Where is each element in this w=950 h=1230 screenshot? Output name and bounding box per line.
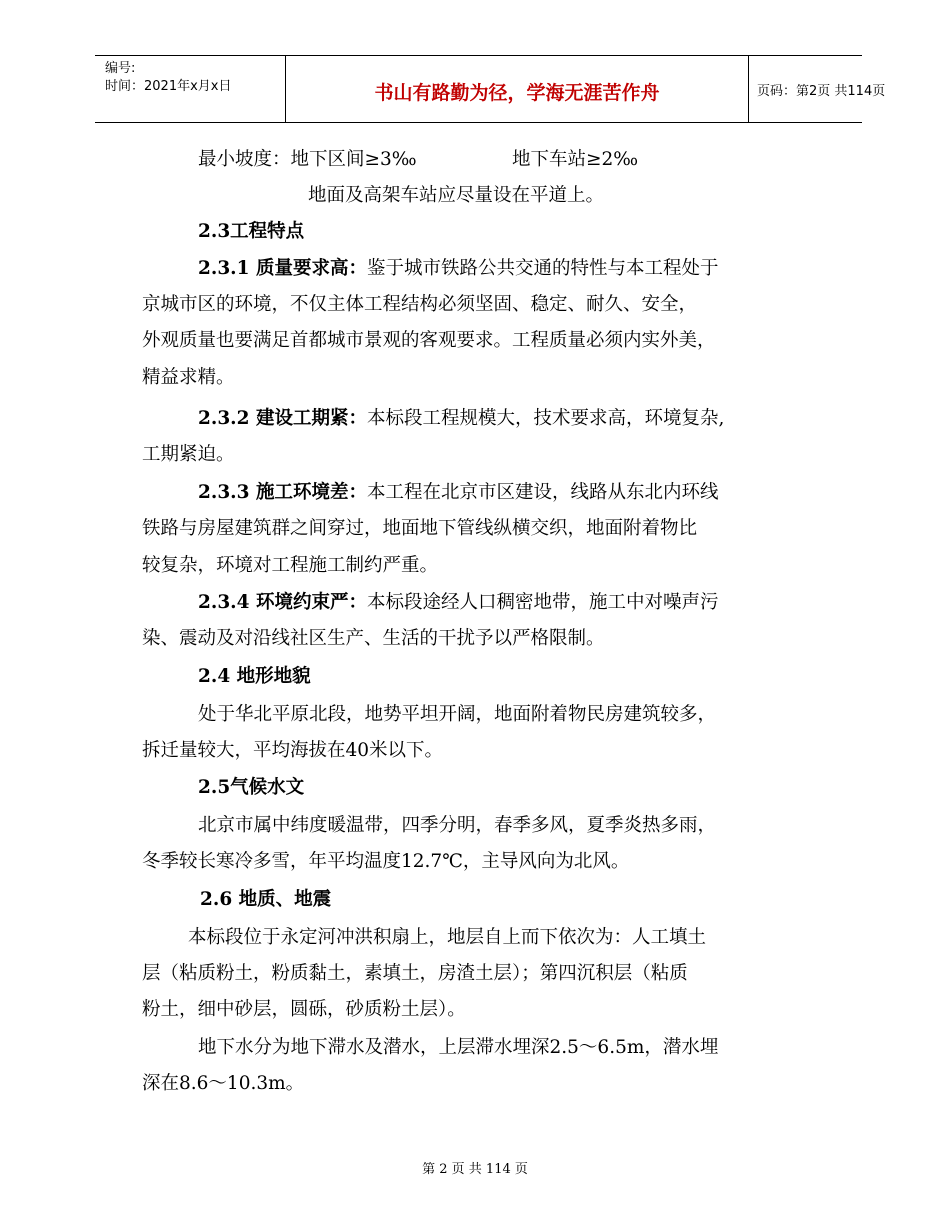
para-2-3-4-line-2: 染、震动及对沿线社区生产、生活的干扰予以严格限制。 [142, 628, 605, 649]
slope-line-station: 地下车站≥2‰ [512, 149, 639, 170]
para-2-3-4-heading: 2.3.4 环境约束严： [198, 592, 367, 613]
para-2-3-1-line-3: 外观质量也要满足首都城市景观的客观要求。工程质量必须内实外美， [142, 330, 716, 351]
para-2-3-1-line-1 [198, 256, 718, 282]
document-header [95, 55, 886, 123]
para-2-3-1-line-2: 京城市区的环境，不仅主体工程结构必须坚固、稳定、耐久、安全， [142, 294, 698, 315]
para-2-3-4-line-1 [198, 590, 718, 616]
heading-2-6: 2.6 地质、地震 [200, 889, 332, 910]
para-2-3-2-text: 本标段工程规模大，技术要求高，环境复杂, [366, 408, 725, 429]
para-2-3-1-line-4: 精益求精。 [142, 367, 235, 388]
para-2-6-line-3: 粉土，细中砂层，圆砾，砂质粉土层）。 [142, 999, 466, 1020]
para-2-5-line-1: 北京市属中纬度暖温带，四季分明，春季多风，夏季炎热多雨， [198, 815, 717, 836]
header-motto-cell [285, 56, 749, 122]
para-groundwater-line-1: 地下水分为地下滞水及潜水，上层滞水埋深2.5～6.5m，潜水埋 [198, 1037, 719, 1058]
para-2-6-line-2: 层（粘质粉土，粉质黏土，素填土，房渣土层）；第四沉积层（粘质 [142, 963, 688, 984]
para-2-4-line-1: 处于华北平原北段，地势平坦开阔，地面附着物民房建筑较多， [198, 704, 717, 725]
para-2-4-line-2: 拆迁量较大，平均海拔在40米以下。 [142, 740, 444, 761]
para-2-6-line-1: 本标段位于永定河冲洪积扇上，地层自上而下依次为：人工填土 [188, 927, 707, 948]
para-2-3-1-heading: 2.3.1 质量要求高： [198, 258, 367, 279]
heading-2-5: 2.5气候水文 [198, 777, 305, 798]
para-2-3-3-text: 本工程在北京市区建设，线路从东北内环线 [366, 482, 719, 503]
header-meta-cell [95, 56, 285, 122]
grade-note: 地面及高架车站应尽量设在平道上。 [308, 185, 605, 206]
heading-2-3: 2.3工程特点 [198, 221, 305, 242]
heading-2-4: 2.4 地形地貌 [198, 666, 311, 687]
para-2-3-3-line-1 [198, 480, 718, 506]
para-2-3-3-line-2: 铁路与房屋建筑群之间穿过，地面地下管线纵横交织，地面附着物比 [142, 518, 698, 539]
para-2-3-1-text: 鉴于城市铁路公共交通的特性与本工程处于 [366, 258, 719, 279]
header-page-number: 页码：第2页 共114页 [757, 84, 886, 99]
para-2-3-3-line-3: 较复杂，环境对工程施工制约严重。 [142, 555, 439, 576]
para-2-3-4-text: 本标段途经人口稠密地带，施工中对噪声污 [366, 592, 719, 613]
serial-number-label: 编号: [105, 61, 136, 76]
para-groundwater-line-2: 深在8.6～10.3m。 [142, 1073, 305, 1094]
motto-text: 书山有路勤为径，学海无涯苦作舟 [374, 82, 660, 104]
slope-line-tunnel: 最小坡度：地下区间≥3‰ [198, 149, 417, 170]
time-label: 时间：2021年x月x日 [105, 79, 232, 94]
para-2-5-line-2: 冬季较长寒冷多雪，年平均温度12.7℃，主导风向为北风。 [142, 851, 630, 872]
para-2-3-2-heading: 2.3.2 建设工期紧： [198, 408, 367, 429]
para-2-3-2-line-1 [198, 406, 724, 432]
para-2-3-2-line-2: 工期紧迫。 [142, 444, 235, 465]
header-page-cell [747, 56, 886, 122]
page-footer: 第 2 页 共 114 页 [422, 1162, 528, 1177]
para-2-3-3-heading: 2.3.3 施工环境差： [198, 482, 367, 503]
